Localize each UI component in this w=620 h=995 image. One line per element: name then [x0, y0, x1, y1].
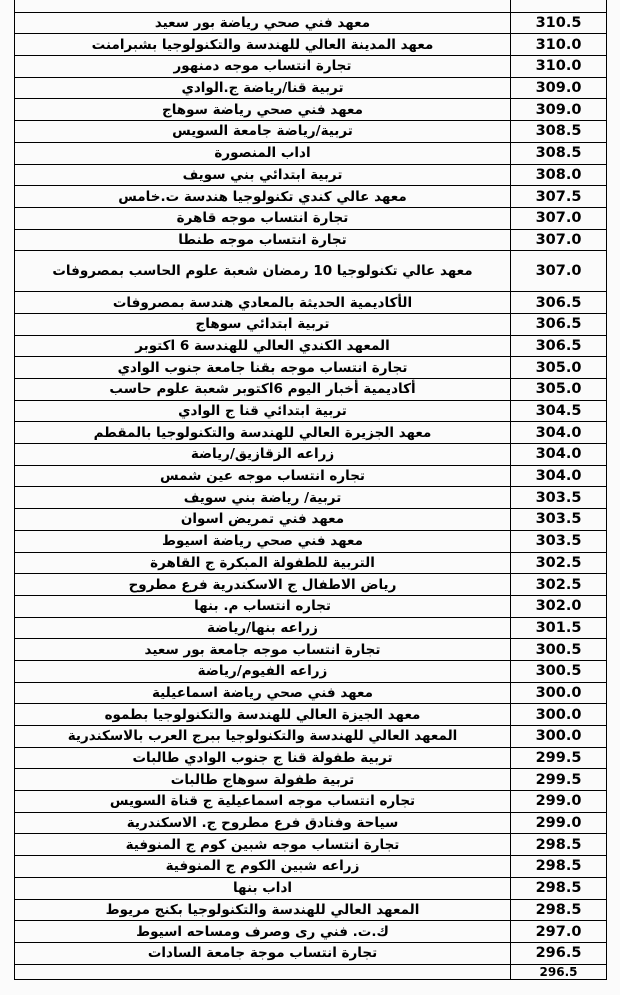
- table-row: [15, 422, 607, 444]
- institution-name-cell: معهد المدينة العالي للهندسة والتكنولوجيا بشبرامنت: [15, 34, 511, 56]
- min-score-cell: [511, 0, 607, 12]
- institution-name-cell: تجارة انتساب موجه جامعة بور سعيد: [15, 639, 511, 661]
- institution-name-cell: زراعه الزقازيق/رياضة: [15, 444, 511, 466]
- institution-name-cell: معهد الجزيرة العالي للهندسة والتكنولوجيا بالمقطم: [15, 422, 511, 444]
- institution-name-cell: تربية/رياضة جامعة السويس: [15, 121, 511, 143]
- table-row: [15, 34, 607, 56]
- institution-name-cell: الأكاديمية الحديثة بالمعادي هندسة بمصروفات: [15, 292, 511, 314]
- institution-name-cell: أكاديمية أخبار اليوم 6اكتوبر شعبة علوم حاسب: [15, 379, 511, 401]
- min-score-cell: 298.5: [511, 834, 607, 856]
- table-row: [15, 251, 607, 292]
- table-row: [15, 292, 607, 314]
- table-row: [15, 400, 607, 422]
- min-score-cell: 310.5: [511, 12, 607, 34]
- min-score-cell: 305.0: [511, 379, 607, 401]
- institution-name-cell: معهد فني صحي رياضة اسيوط: [15, 530, 511, 552]
- table-row: [15, 899, 607, 921]
- min-score-cell: 300.5: [511, 660, 607, 682]
- table-row: [15, 639, 607, 661]
- institution-name-cell: تربية/ رياضة بني سويف: [15, 487, 511, 509]
- table-row: [15, 791, 607, 813]
- table-row: [15, 812, 607, 834]
- institution-name-cell: تجارة انتساب موجة جامعة السادات: [15, 942, 511, 964]
- institution-name-cell: تربية قنا/رياضة ج.الوادي: [15, 77, 511, 99]
- institution-name-cell: معهد فني صحي رياضة بور سعيد: [15, 12, 511, 34]
- institution-name-cell: تجاره انتساب م. بنها: [15, 595, 511, 617]
- table-row: [15, 335, 607, 357]
- table-row: [15, 207, 607, 229]
- min-score-cell: 300.0: [511, 682, 607, 704]
- institution-name-cell: المعهد العالي للهندسة والتكنولوجيا بكنج مريوط: [15, 899, 511, 921]
- table-row: [15, 769, 607, 791]
- min-score-cell: 300.5: [511, 639, 607, 661]
- table-row: [15, 487, 607, 509]
- table-row: [15, 682, 607, 704]
- min-score-cell: 307.0: [511, 229, 607, 251]
- table-row: [15, 229, 607, 251]
- min-score-cell: 303.5: [511, 530, 607, 552]
- min-score-cell: 303.5: [511, 487, 607, 509]
- table-row: [15, 877, 607, 899]
- min-score-cell: 304.0: [511, 465, 607, 487]
- min-score-cell: 299.5: [511, 769, 607, 791]
- min-score-cell: 308.5: [511, 142, 607, 164]
- table-row: [15, 530, 607, 552]
- table-row: [15, 617, 607, 639]
- min-score-cell: 309.0: [511, 77, 607, 99]
- institution-name-cell: تجارة انتساب موجه شبين كوم ج المنوفية: [15, 834, 511, 856]
- table-row: [15, 921, 607, 943]
- table-row: [15, 379, 607, 401]
- min-score-cell: 299.5: [511, 747, 607, 769]
- institution-name-cell: ك.ت. فني رى وصرف ومساحه اسيوط: [15, 921, 511, 943]
- min-score-cell: 300.0: [511, 704, 607, 726]
- institution-name-cell: [15, 0, 511, 12]
- institution-name-cell: التربية للطفولة المبكرة ج القاهرة: [15, 552, 511, 574]
- institution-name-cell: اداب المنصورة: [15, 142, 511, 164]
- min-score-cell: 304.0: [511, 444, 607, 466]
- institution-name-cell: سياحة وفنادق فرع مطروح ج. الاسكندرية: [15, 812, 511, 834]
- table-row: [15, 856, 607, 878]
- min-score-cell: 299.0: [511, 812, 607, 834]
- institution-name-cell: المعهد الكندي العالي للهندسة 6 اكتوبر: [15, 335, 511, 357]
- table-row: [15, 595, 607, 617]
- institution-name-cell: تربية طفولة سوهاج طالبات: [15, 769, 511, 791]
- min-score-cell: 298.5: [511, 899, 607, 921]
- institution-name-cell: تجارة انتساب موجه قاهرة: [15, 207, 511, 229]
- min-score-cell: 308.5: [511, 121, 607, 143]
- min-score-cell: 310.0: [511, 34, 607, 56]
- min-score-cell: 302.0: [511, 595, 607, 617]
- table-row: [15, 465, 607, 487]
- table-row: [15, 186, 607, 208]
- table-row: [15, 660, 607, 682]
- min-score-cell: 306.5: [511, 313, 607, 335]
- table-row: [15, 313, 607, 335]
- institution-name-cell: تربية ابتدائي بني سويف: [15, 164, 511, 186]
- table-row: [15, 164, 607, 186]
- table-row: [15, 357, 607, 379]
- table-row: [15, 77, 607, 99]
- institution-name-cell: تربية ابتدائي قنا ج الوادي: [15, 400, 511, 422]
- min-score-cell: 296.5: [511, 964, 607, 979]
- institution-name-cell: تربية ابتدائي سوهاج: [15, 313, 511, 335]
- institution-name-cell: [15, 964, 511, 979]
- table-row: [15, 704, 607, 726]
- institution-name-cell: تربية طفولة قنا ج جنوب الوادي طالبات: [15, 747, 511, 769]
- table-row: [15, 942, 607, 964]
- min-score-cell: 309.0: [511, 99, 607, 121]
- table-row: [15, 747, 607, 769]
- institution-name-cell: تجارة انتساب موجه دمنهور: [15, 56, 511, 78]
- table-row: [15, 121, 607, 143]
- min-score-cell: 304.5: [511, 400, 607, 422]
- institution-name-cell: معهد فني صحي رياضة سوهاج: [15, 99, 511, 121]
- min-score-cell: 299.0: [511, 791, 607, 813]
- min-score-cell: 296.5: [511, 942, 607, 964]
- min-score-cell: 298.5: [511, 856, 607, 878]
- institution-name-cell: اداب بنها: [15, 877, 511, 899]
- min-score-cell: 306.5: [511, 335, 607, 357]
- min-score-cell: 305.0: [511, 357, 607, 379]
- min-score-cell: 298.5: [511, 877, 607, 899]
- institution-name-cell: معهد عالي كندي تكنولوجيا هندسة ت.خامس: [15, 186, 511, 208]
- scores-table: [14, 0, 607, 980]
- institution-name-cell: تجاره انتساب موجه عين شمس: [15, 465, 511, 487]
- table-row: [15, 834, 607, 856]
- min-score-cell: 307.0: [511, 251, 607, 292]
- min-score-cell: 302.5: [511, 574, 607, 596]
- institution-name-cell: تجارة انتساب موجه بقنا جامعة جنوب الوادي: [15, 357, 511, 379]
- table-row: [15, 964, 607, 979]
- institution-name-cell: زراعه شبين الكوم ج المنوفية: [15, 856, 511, 878]
- institution-name-cell: رياض الاطفال ج الاسكندرية فرع مطروح: [15, 574, 511, 596]
- min-score-cell: 307.5: [511, 186, 607, 208]
- min-score-cell: 304.0: [511, 422, 607, 444]
- table-row: [15, 56, 607, 78]
- table-row: [15, 444, 607, 466]
- min-score-cell: 301.5: [511, 617, 607, 639]
- table-row: [15, 726, 607, 748]
- table-row: [15, 99, 607, 121]
- table-row: [15, 574, 607, 596]
- institution-name-cell: زراعه الفيوم/رياضة: [15, 660, 511, 682]
- min-score-cell: 303.5: [511, 509, 607, 531]
- institution-name-cell: معهد فني صحي رياضة اسماعيلية: [15, 682, 511, 704]
- institution-name-cell: معهد عالي تكنولوجيا 10 رمضان شعبة علوم الحاسب بمصروفات: [15, 251, 511, 292]
- min-score-cell: 302.5: [511, 552, 607, 574]
- table-row: [15, 142, 607, 164]
- institution-name-cell: تجاره انتساب موجه اسماعيلية ج قناة السويس: [15, 791, 511, 813]
- min-score-cell: 297.0: [511, 921, 607, 943]
- scores-table-body: [15, 0, 607, 979]
- min-score-cell: 306.5: [511, 292, 607, 314]
- table-row: [15, 509, 607, 531]
- min-score-cell: 307.0: [511, 207, 607, 229]
- min-score-cell: 310.0: [511, 56, 607, 78]
- institution-name-cell: زراعه بنها/رياضة: [15, 617, 511, 639]
- institution-name-cell: تجارة انتساب موجه طنطا: [15, 229, 511, 251]
- min-score-cell: 300.0: [511, 726, 607, 748]
- min-score-cell: 308.0: [511, 164, 607, 186]
- table-row: [15, 552, 607, 574]
- institution-name-cell: المعهد العالي للهندسة والتكنولوجيا ببرج العرب بالاسكندرية: [15, 726, 511, 748]
- institution-name-cell: معهد فني تمريض اسوان: [15, 509, 511, 531]
- table-row: [15, 12, 607, 34]
- table-row: [15, 0, 607, 12]
- institution-name-cell: معهد الجيزة العالي للهندسة والتكنولوجيا بطموه: [15, 704, 511, 726]
